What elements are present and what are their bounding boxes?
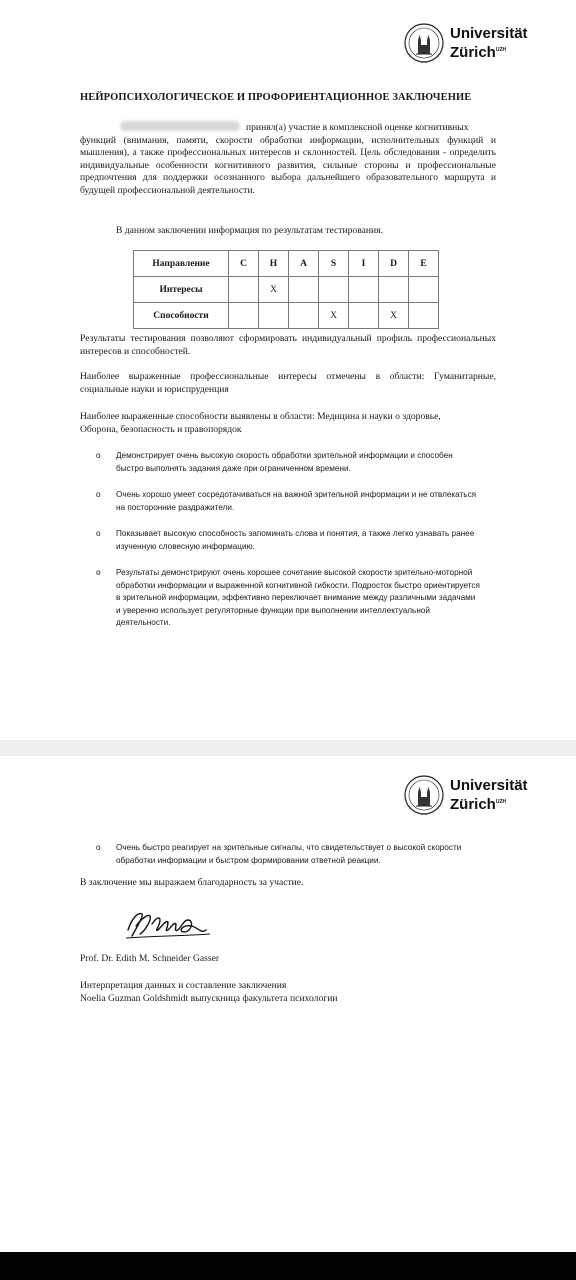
- university-seal-icon: [404, 23, 444, 63]
- university-name: [450, 25, 528, 61]
- row-label-interests: Интересы: [134, 277, 229, 303]
- results-paragraph: Результаты тестирования позволяют сформировать индивидуальный профиль профессиональных интересов и способностей.: [80, 333, 496, 357]
- bullet-marker: o: [96, 568, 101, 577]
- table-row-interests: [134, 277, 439, 303]
- table-cell: X: [259, 277, 289, 303]
- university-logo: [404, 23, 528, 63]
- bottom-bar: [0, 1252, 576, 1280]
- list-item-text: Показывает высокую способность запоминать слова и понятия, а также легко узнавать ранее изученную словесную информацию.: [116, 529, 475, 551]
- bullet-marker: o: [96, 529, 101, 538]
- university-seal-icon: [404, 775, 444, 815]
- list-item-text: Очень хорошо умеет сосредотачиваться на важной зрительной информации и не отвлекаться на посторонние раздражители.: [116, 490, 477, 512]
- redacted-name: [120, 121, 240, 131]
- table-cell: [289, 303, 319, 329]
- uzh-superscript: UZH: [495, 47, 507, 53]
- row-label-abilities: Способности: [134, 303, 229, 329]
- intro-rest: функций (внимания, памяти, скорости обработки информации, исполнительных функций и мышления), а также профессиональных интересов и склонностей. Цель обследования - определить индивидуальные особенности когнитивного развития, сильные стороны и профессиональные предпочтения для поддержки осознанного выбора дальнейшего образовательного маршрута и будущей профессиональной деятельности.: [80, 134, 496, 196]
- table-header-row: [134, 251, 439, 277]
- list-item-text: Очень быстро реагирует на зрительные сигналы, что свидетельствует о высокой скорости обработки информации и быстром формировании ответной реакции.: [116, 843, 462, 865]
- table-cell: X: [379, 303, 409, 329]
- intro-paragraph: [80, 121, 496, 198]
- list-item-text: Результаты демонстрируют очень хорошее сочетание высокой скорости зрительно-моторной обработки информации и выраженной когнитивной гибкости. Подросток быстро ориентируется в зрительной информации, эффективно переключает внимание между различными задачами и уверенно использует регуляторные функции при выполнении интеллектуальной деятельности.: [116, 568, 480, 627]
- table-cell: [349, 303, 379, 329]
- university-logo: [404, 775, 528, 815]
- interpretation-line-1: Интерпретация данных и составление заключения: [80, 980, 287, 991]
- riasec-table: [133, 250, 439, 329]
- intro-first-line: принял(а) участие в комплексной оценке когнитивных: [246, 122, 469, 133]
- interpretation-line-2: Noelia Guzman Goldshmidt выпускница факультета психологии: [80, 993, 338, 1004]
- signature: [122, 906, 214, 944]
- uzh-superscript: UZH: [495, 799, 507, 805]
- letter-d: D: [379, 251, 409, 277]
- table-cell: [289, 277, 319, 303]
- bullet-marker: o: [96, 490, 101, 499]
- interests-paragraph: Наиболее выраженные профессиональные интересы отмечены в области: Гуманитарные, социальные науки и юриспруденция: [80, 371, 496, 395]
- table-cell: [349, 277, 379, 303]
- info-line: В данном заключении информация по результатам тестирования.: [116, 225, 383, 236]
- document-title: НЕЙРОПСИХОЛОГИЧЕСКОЕ И ПРОФОРИЕНТАЦИОННОЕ ЗАКЛЮЧЕНИЕ: [80, 92, 472, 103]
- table-cell: [319, 277, 349, 303]
- letter-s: S: [319, 251, 349, 277]
- letter-h: H: [259, 251, 289, 277]
- table-header-label: Направление: [134, 251, 229, 277]
- university-name-line2: Zürich: [450, 44, 496, 61]
- signer-name: Prof. Dr. Edith M. Schneider Gasser: [80, 953, 220, 964]
- table-cell: [409, 303, 439, 329]
- letter-a: A: [289, 251, 319, 277]
- abilities-paragraph: Наиболее выраженные способности выявлены в области: Медицина и науки о здоровье, Оборона, безопасность и правопорядок: [80, 411, 441, 435]
- table-cell: [379, 277, 409, 303]
- university-name: [450, 777, 528, 813]
- table-cell: [409, 277, 439, 303]
- table-cell: [229, 303, 259, 329]
- list-item-text: Демонстрирует очень высокую скорость обработки зрительной информации и способен быстро выполнять задания даже при ограниченном времени.: [116, 451, 453, 473]
- thanks-line: В заключение мы выражаем благодарность за участие.: [80, 877, 304, 888]
- letter-c: C: [229, 251, 259, 277]
- table-cell: [229, 277, 259, 303]
- letter-e: E: [409, 251, 439, 277]
- table-row-abilities: [134, 303, 439, 329]
- table-cell: [259, 303, 289, 329]
- university-name-line1: Universität: [450, 25, 528, 42]
- university-name-line2: Zürich: [450, 796, 496, 813]
- university-name-line1: Universität: [450, 777, 528, 794]
- bullet-marker: o: [96, 843, 101, 852]
- bullet-marker: o: [96, 451, 101, 460]
- table-cell: X: [319, 303, 349, 329]
- letter-i: I: [349, 251, 379, 277]
- page-separator: [0, 740, 576, 756]
- document-page-2: [0, 756, 576, 1246]
